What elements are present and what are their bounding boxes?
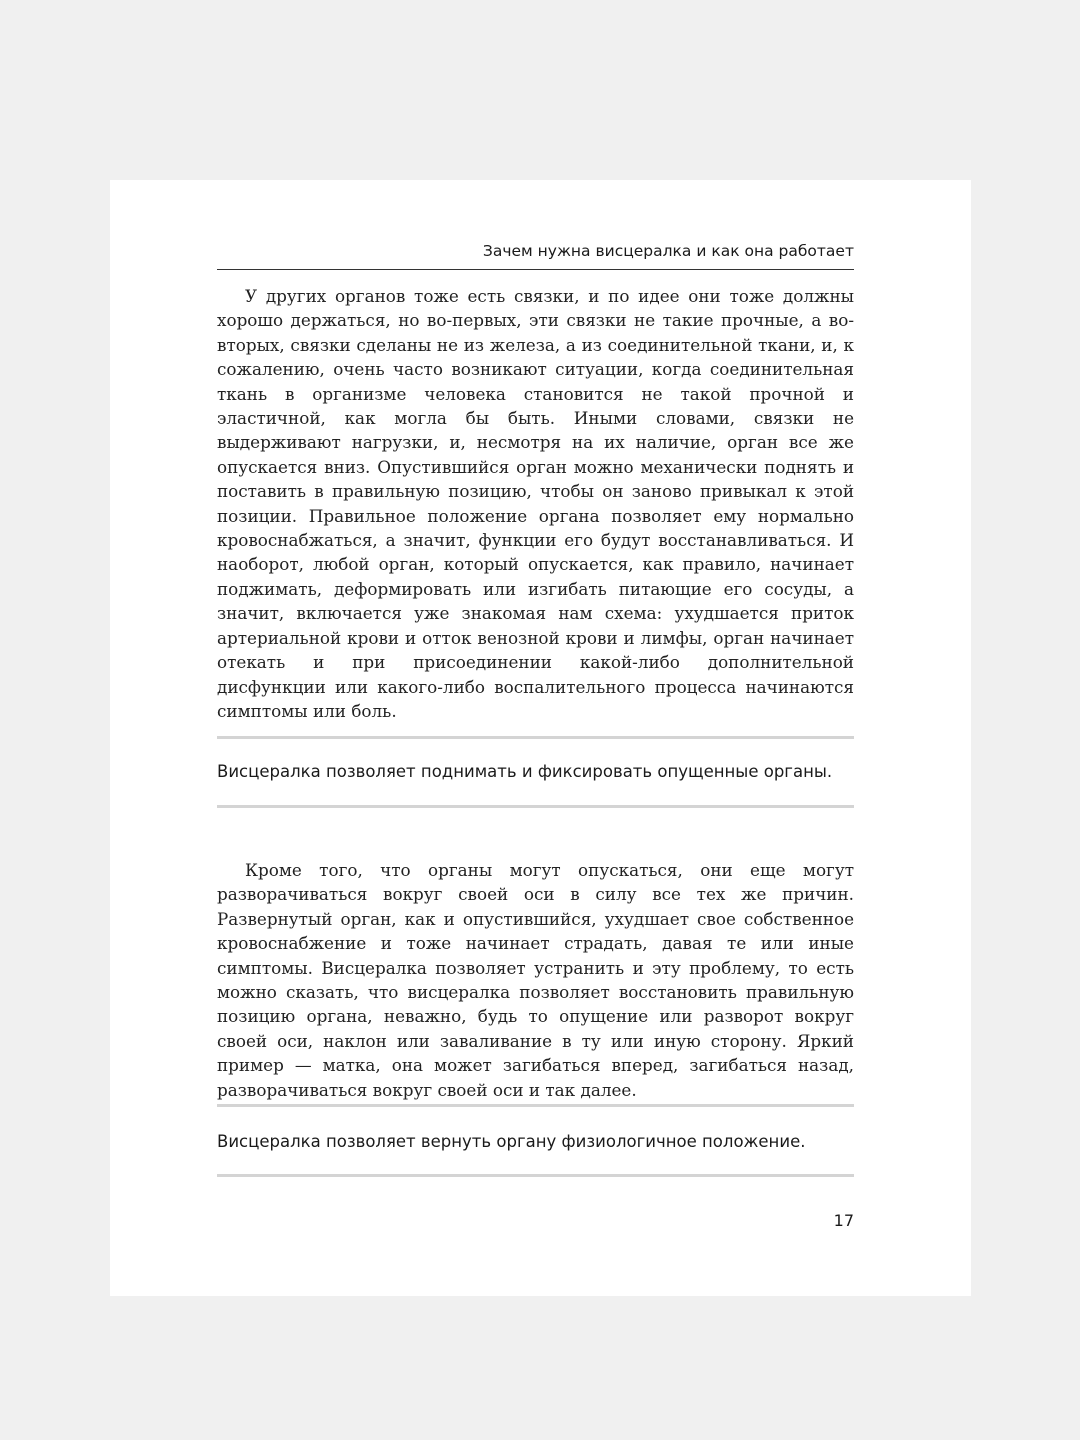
header-divider: [217, 269, 854, 270]
callout-1-bottom-rule: [217, 805, 854, 808]
body-paragraph-2: Кроме того, что органы могут опускаться, они еще могут разворачиваться вокруг своей оси в силу все тех же причин. Развернутый орган, как и опустившийся, ухудшает свое собственное кровоснабжение и тоже начинает страдать, давая те или иные симптомы. Висцералка позволяет устранить и эту проблему, то есть можно сказать, что висцералка позволяет восстановить правильную позицию органа, неважно, будь то опущение или разворот вокруг своей оси, наклон или заваливание в ту или иную сторону. Яркий пример — матка, она может загибаться вперед, загибаться назад, разворачиваться вокруг своей оси и так далее.: [217, 860, 854, 1100]
callout-2-top-rule: [217, 1104, 854, 1107]
running-head: Зачем нужна висцералка и как она работает: [482, 242, 854, 260]
callout-1-top-rule: [217, 736, 854, 739]
book-page: [110, 180, 971, 1296]
body-paragraph-1: У других органов тоже есть связки, и по идее они тоже должны хорошо держаться, но во-первых, эти связки не такие прочные, а во-вторых, связки сделаны не из железа, а из соединительной ткани, и, к сожалению, очень часто возникают ситуации, когда соединительная ткань в организме человека становится не такой прочной и эластичной, как могла бы быть. Иными словами, связки не выдерживают нагрузки, и, несмотря на их наличие, орган все же опускается вниз. Опустившийся орган можно механически поднять и поставить в правильную позицию, чтобы он заново привыкал к этой позиции. Правильное положение органа позволяет ему нормально кровоснабжаться, а значит, функции его будут восстанавливаться. И наоборот, любой орган, который опускается, как правило, начинает поджимать, деформировать или изгибать питающие его сосуды, а значит, включается уже знакомая нам схема: ухудшается приток артериальной крови и отток венозной крови и лимфы, орган начинает отекать и при присоединении какой-либо дополнительной дисфункции или какого-либо воспалительного процесса начинаются симптомы или боль.: [217, 286, 854, 721]
callout-2-bottom-rule: [217, 1174, 854, 1177]
callout-1: Висцералка позволяет поднимать и фиксировать опущенные органы.: [217, 762, 833, 781]
page-number: 17: [833, 1211, 854, 1230]
callout-2: Висцералка позволяет вернуть органу физиологичное положение.: [217, 1132, 806, 1151]
